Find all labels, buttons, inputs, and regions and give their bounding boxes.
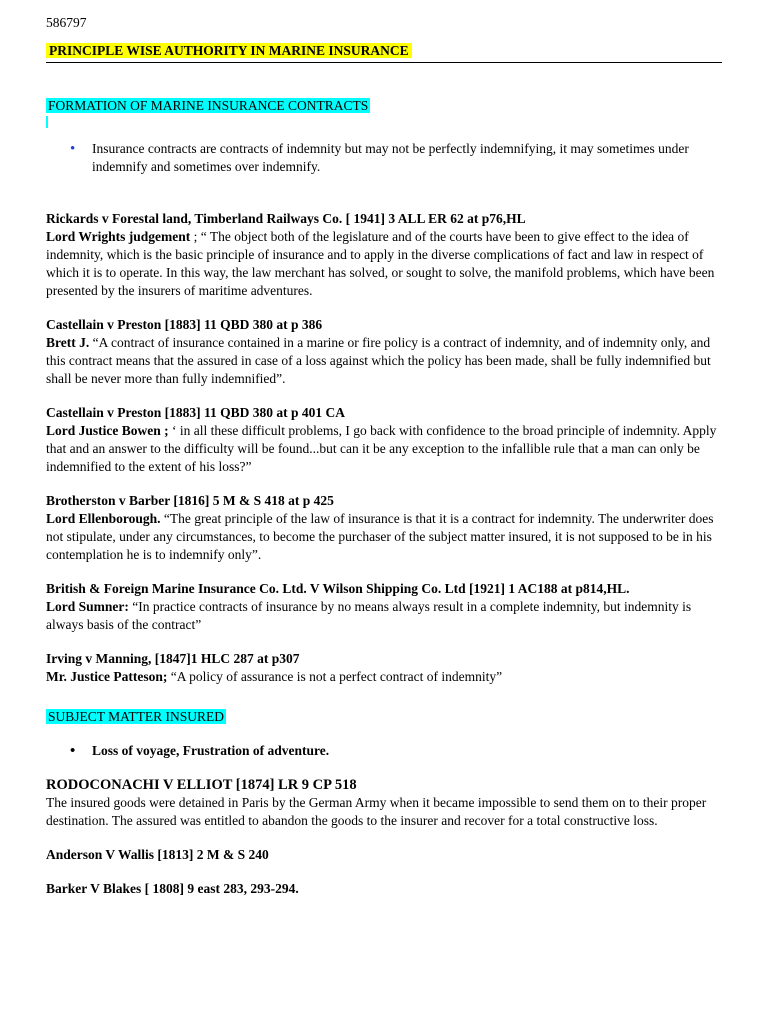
list-item: • Loss of voyage, Frustration of adventure.	[92, 742, 722, 760]
case-quote: “A contract of insurance contained in a marine or fire policy is a contract of indemnity, and of indemnity only, and this contract means that the assured in case of a loss against which the policy has been made, shall be fully indemnified but shall be never more than fully indemnified”.	[46, 335, 711, 386]
case-quote: “In practice contracts of insurance by no means always result in a complete indemnity, but indemnity is always basis of the contract”	[46, 599, 692, 632]
case-title: RODOCONACHI V ELLIOT [1874] LR 9 CP 518	[46, 777, 357, 793]
case-block	[46, 316, 722, 388]
section-heading-subject-matter-text: SUBJECT MATTER INSURED	[48, 709, 225, 724]
case-block	[46, 210, 722, 300]
section-heading-formation-text: FORMATION OF MARINE INSURANCE CONTRACTS	[48, 98, 369, 113]
document-title: PRINCIPLE WISE AUTHORITY IN MARINE INSURANCE	[46, 43, 412, 58]
case-quote: “A policy of assurance is not a perfect contract of indemnity”	[167, 669, 503, 684]
case-title: Castellain v Preston [1883] 11 QBD 380 at p 401 CA	[46, 405, 345, 420]
judge-name: Brett J.	[46, 335, 90, 350]
case-block	[46, 492, 722, 564]
section-heading-subject-matter	[46, 708, 722, 726]
section-heading-formation	[46, 97, 722, 128]
case-title: British & Foreign Marine Insurance Co. Ltd. V Wilson Shipping Co. Ltd [1921] 1 AC188 at p814,HL.	[46, 581, 630, 596]
case-text	[46, 510, 722, 564]
bullet-list-subject-matter	[46, 742, 722, 760]
case-text	[46, 668, 722, 686]
case-block	[46, 776, 722, 830]
case-title: Castellain v Preston [1883] 11 QBD 380 at p 386	[46, 317, 323, 332]
case-quote: ; “ The object both of the legislature and of the courts have been to give effect to the idea of indemnity, which is the basic principle of insurance and to apply in the diverse complications of fact and law in respect of which it is to operate. In this way, the law merchant has solved, or sought to solve, the manifold problems, which have been presented by the insurers of maritime adventures.	[46, 229, 715, 298]
judge-name: Lord Wrights judgement	[46, 229, 191, 244]
case-block	[46, 580, 722, 634]
title-line	[46, 42, 722, 63]
case-quote: “The great principle of the law of insurance is that it is a contract for indemnity. The underwriter does not stipulate, under any circumstances, to become the purchaser of the subject matter insured, it is not supposed to be in his contemplation he is to indemnify only”.	[46, 511, 714, 562]
judge-name: Mr. Justice Patteson;	[46, 669, 168, 684]
judge-name: Lord Sumner:	[46, 599, 129, 614]
case-block	[46, 650, 722, 686]
judge-name: Lord Justice Bowen ;	[46, 423, 169, 438]
case-reference: Anderson V Wallis [1813] 2 M & S 240	[46, 847, 269, 862]
case-quote: ‘ in all these difficult problems, I go back with confidence to the broad principle of indemnity. Apply that and an answer to the difficulty will be found...but can it be any exception to the infallible rule that a man can only be indemnified to the extent of his loss?”	[46, 423, 717, 474]
case-text	[46, 334, 722, 388]
case-text	[46, 598, 722, 634]
text-cursor	[46, 116, 48, 128]
list-item: • Insurance contracts are contracts of indemnity but may not be perfectly indemnifying, it may sometimes under indemnify and sometimes over indemnify.	[92, 140, 722, 176]
case-reference: Barker V Blakes [ 1808] 9 east 283, 293-294.	[46, 881, 299, 896]
case-title: Brotherston v Barber [1816] 5 M & S 418 at p 425	[46, 493, 334, 508]
case-block	[46, 404, 722, 476]
bullet-list-formation	[46, 140, 722, 176]
judge-name: Lord Ellenborough.	[46, 511, 161, 526]
case-title: Irving v Manning, [1847]1 HLC 287 at p307	[46, 651, 300, 666]
document-id: 586797	[46, 15, 87, 30]
case-title: Rickards v Forestal land, Timberland Railways Co. [ 1941] 3 ALL ER 62 at p76,HL	[46, 211, 526, 226]
case-text: The insured goods were detained in Paris by the German Army when it became impossible to send them on to their proper destination. The assured was entitled to abandon the goods to the insurer and recover for a total constructive loss.	[46, 795, 707, 828]
case-text	[46, 228, 722, 300]
case-text	[46, 422, 722, 476]
document-page	[46, 14, 722, 898]
